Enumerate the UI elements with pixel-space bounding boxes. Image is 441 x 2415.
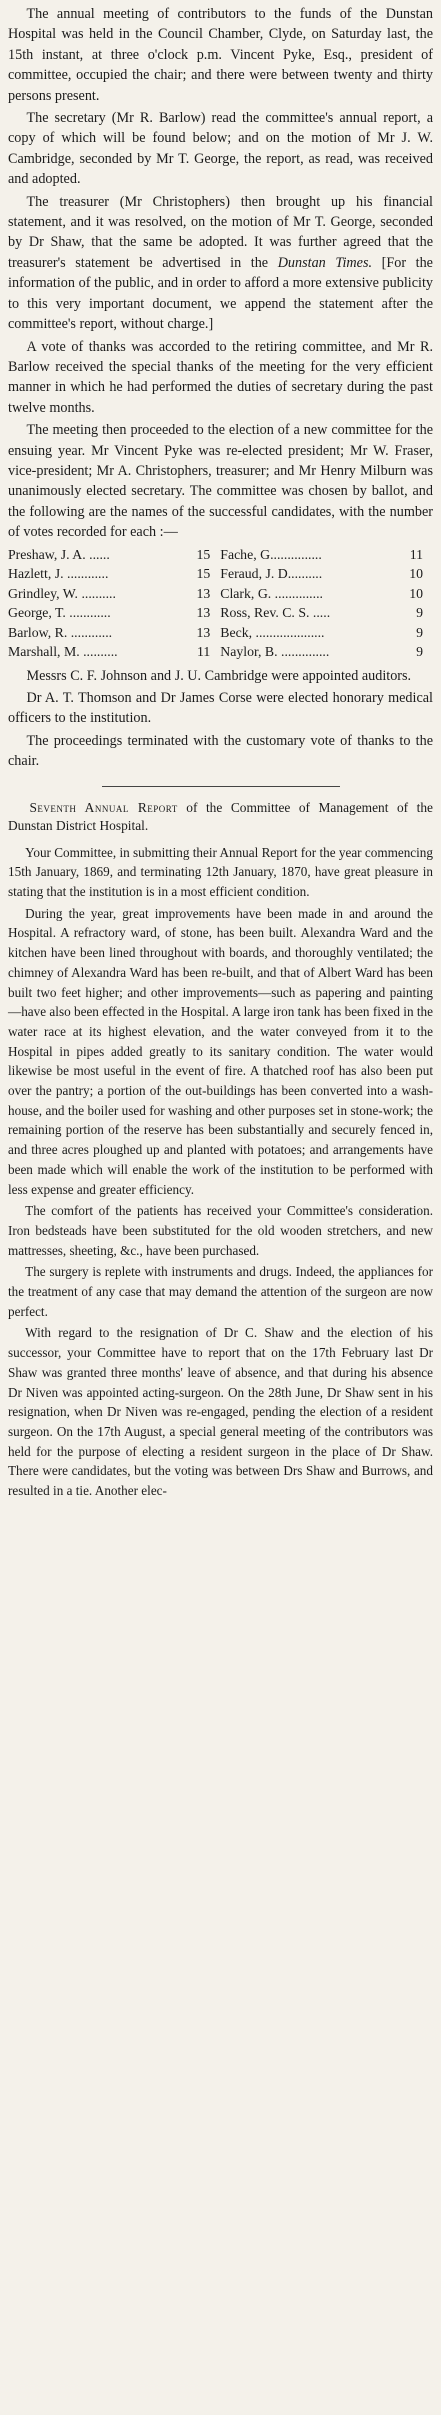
newspaper-name: Dunstan Times. xyxy=(277,254,373,271)
section-divider xyxy=(102,786,340,787)
report-heading-rest: of the Committee of Management of the Dunstan District Hospital. xyxy=(8,799,433,833)
candidate-name: Hazlett, J. ............ xyxy=(8,566,109,582)
article-paragraph: Dr A. T. Thomson and Dr James Corse were elected honorary medical officers to the institution. xyxy=(8,689,433,727)
ballot-row xyxy=(8,603,433,623)
vote-count: 15 xyxy=(196,546,211,562)
candidate-name: Marshall, M. .......... xyxy=(8,644,118,660)
article-text: [For the information of the public, and in order to afford a more extensive publicity to this very important document, we append the statement after the committee's report, without charge.] xyxy=(8,254,433,333)
vote-count: 9 xyxy=(416,644,423,660)
article-paragraph: The proceedings terminated with the customary vote of thanks to the chair. xyxy=(8,732,433,770)
vote-count: 11 xyxy=(409,546,423,562)
article-paragraph: The secretary (Mr R. Barlow) read the committee's annual report, a copy of which will be found below; and on the motion of Mr J. W. Cambridge, seconded by Mr T. George, the report, as read, was received and adopted. xyxy=(8,110,433,188)
report-heading xyxy=(8,799,433,835)
article-paragraph: A vote of thanks was accorded to the retiring committee, and Mr R. Barlow received the special thanks of the meeting for the very efficient manner in which he had performed the duties of secretary during the past twelve months. xyxy=(8,338,433,416)
vote-count: 13 xyxy=(196,605,211,621)
vote-count: 10 xyxy=(409,585,423,601)
vote-count: 9 xyxy=(416,605,423,621)
report-heading-title: Seventh Annual Report xyxy=(29,799,178,815)
ballot-row xyxy=(8,545,433,565)
ballot-row xyxy=(8,623,433,643)
annual-report xyxy=(8,799,433,1501)
article-paragraph: The meeting then proceeded to the election of a new committee for the ensuing year. Mr Vincent Pyke was re-elected president; Mr W. Fraser, vice-president; Mr A. Christophers, treasurer; and Mr Henry Milburn was unanimously elected secretary. The committee was chosen by ballot, and the following are the names of the successful candidates, with the number of votes recorded for each :— xyxy=(8,422,433,541)
vote-count: 9 xyxy=(416,624,423,640)
vote-count: 10 xyxy=(409,566,423,582)
candidate-name: Preshaw, J. A. ...... xyxy=(8,546,110,562)
candidate-name: Feraud, J. D.......... xyxy=(220,566,323,582)
vote-count: 13 xyxy=(196,585,211,601)
candidate-name: Naylor, B. .............. xyxy=(220,644,330,660)
report-paragraph: The surgery is replete with instruments and drugs. Indeed, the appliances for the treatment of any case that may demand the attention of the surgeon are now perfect. xyxy=(8,1264,433,1319)
candidate-name: Ross, Rev. C. S. ..... xyxy=(220,605,331,621)
article-paragraph xyxy=(8,192,433,335)
report-paragraph: During the year, great improvements have been made in and around the Hospital. A refractory ward, of stone, has been built. Alexandra Ward and the kitchen have been lined throughout with boards, and thoroughly ventilated; the chimney of Alexandra Ward has been re-built, and that of Albert Ward has been built two feet higher; and other improvements—such as papering and painting—have also been effected in the Hospital. A large iron tank has been fixed in the water race at its highest elevation, and the water conveyed from it to the Hospital in pipes added greatly to its sanitary condition. The water would likewise be most useful in the event of fire. A thatched roof has also been put over the pantry; a portion of the out-buildings has been converted into a wash-house, and the boiler used for washing and other purposes set in stone-work; the remaining portion of the reserve has been substantially and securely fenced in, and three acres ploughed up and planted with potatoes; and arrangements have been made which will enable the work of the institution to be performed with less expense and greater efficiency. xyxy=(8,905,433,1197)
ballot-row xyxy=(8,584,433,604)
ballot-row xyxy=(8,642,433,662)
candidate-name: Beck, .................... xyxy=(220,624,325,640)
report-paragraph: The comfort of the patients has received your Committee's consideration. Iron bedsteads have been substituted for the old wooden stretchers, and new mattresses, sheeting, &c., have been purchased. xyxy=(8,1203,433,1258)
article-paragraph: The annual meeting of contributors to the funds of the Dunstan Hospital was held in the Council Chamber, Clyde, on Saturday last, the 15th instant, at three o'clock p.m. Vincent Pyke, Esq., president of committee, occupied the chair; and there were between twenty and thirty persons present. xyxy=(8,6,433,104)
candidate-name: Grindley, W. .......... xyxy=(8,585,116,601)
ballot-results-table xyxy=(8,545,433,662)
ballot-row xyxy=(8,564,433,584)
candidate-name: Barlow, R. ............ xyxy=(8,624,113,640)
vote-count: 15 xyxy=(196,566,211,582)
vote-count: 11 xyxy=(196,644,211,660)
report-paragraph: With regard to the resignation of Dr C. Shaw and the election of his successor, your Committee have to report that on the 17th February last Dr Shaw was granted three months' leave of absence, and that during his absence Dr Niven was appointed acting-surgeon. On the 28th June, Dr Shaw sent in his resignation, when Dr Niven was re-engaged, pending the election of a resident surgeon. On the 17th August, a special general meeting of the contributors was held for the purpose of electing a resident surgeon in the place of Dr Shaw. There were candidates, but the voting was between Drs Shaw and Burrows, and resulted in a tie. Another elec- xyxy=(8,1325,433,1499)
meeting-article xyxy=(8,4,433,772)
candidate-name: Fache, G............... xyxy=(220,546,322,562)
report-paragraph: Your Committee, in submitting their Annual Report for the year commencing 15th January, 1869, and terminating 12th January, 1870, have great pleasure in stating that the institution is in a most efficient condition. xyxy=(8,844,433,899)
vote-count: 13 xyxy=(196,624,211,640)
article-paragraph: Messrs C. F. Johnson and J. U. Cambridge were appointed auditors. xyxy=(26,667,412,684)
article-text: The treasurer (Mr Christophers) then brought up his financial statement, and it was resolved, on the motion of Mr T. George, seconded by Dr Shaw, that the same be adopted. It was further agreed that the treasurer's statement be advertised in the xyxy=(8,193,433,271)
candidate-name: George, T. ............ xyxy=(8,605,111,621)
candidate-name: Clark, G. .............. xyxy=(220,585,323,601)
